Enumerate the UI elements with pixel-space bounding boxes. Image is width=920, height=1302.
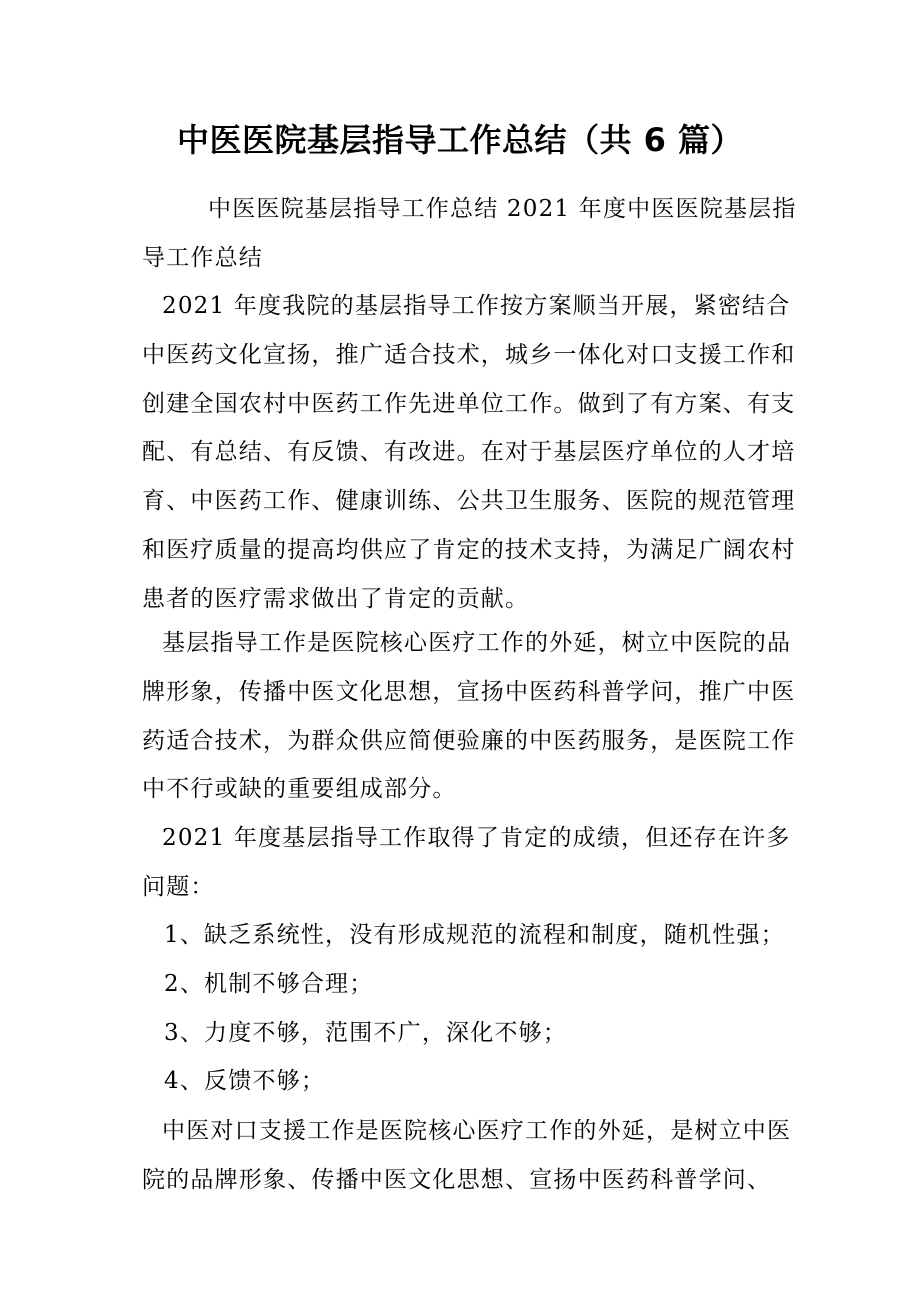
paragraph-intro: 中医医院基层指导工作总结 2021 年度中医医院基层指导工作总结 <box>142 196 797 271</box>
document-body-2 <box>142 282 802 624</box>
document-body-5 <box>142 1107 802 1205</box>
list-item: 4、反馈不够； <box>164 1068 326 1095</box>
paragraph-counterpart-support: 中医对口支援工作是医院核心医疗工作的外延，是树立中医院的品牌形象、传播中医文化思想、宣扬中医药科普学问、 <box>142 1118 792 1193</box>
list-item: 3、力度不够，范围不广，深化不够； <box>164 1019 568 1046</box>
paragraph-core-extension: 基层指导工作是医院核心医疗工作的外延，树立中医院的品牌形象，传播中医文化思想，宣扬中医药科普学问，推广中医药适合技术，为群众供应简便验廉的中医药服务，是医院工作中不行或缺的重要组成部分。 <box>142 630 796 803</box>
document-title: 中医医院基层指导工作总结（共 6 篇） <box>176 121 744 159</box>
document-body-3 <box>142 619 802 814</box>
document-body-4 <box>142 814 802 912</box>
document-body <box>142 185 802 283</box>
list-item: 1、缺乏系统性，没有形成规范的流程和制度，随机性强； <box>164 922 785 948</box>
paragraph-annual-summary: 2021 年度我院的基层指导工作按方案顺当开展，紧密结合中医药文化宣扬，推广适合技术，城乡一体化对口支援工作和创建全国农村中医药工作先进单位工作。做到了有方案、有支配、有总结、有反馈、有改进。在对于基层医疗单位的人才培育、中医药工作、健康训练、公共卫生服务、医院的规范管理和医疗质量的提高均供应了肯定的技术支持，为满足广阔农村患者的医疗需求做出了肯定的贡献。 <box>142 293 796 612</box>
paragraph-problems-intro: 2021 年度基层指导工作取得了肯定的成绩，但还存在许多问题： <box>142 825 791 900</box>
document-list <box>142 911 822 1106</box>
list-item: 2、机制不够合理； <box>164 970 374 997</box>
